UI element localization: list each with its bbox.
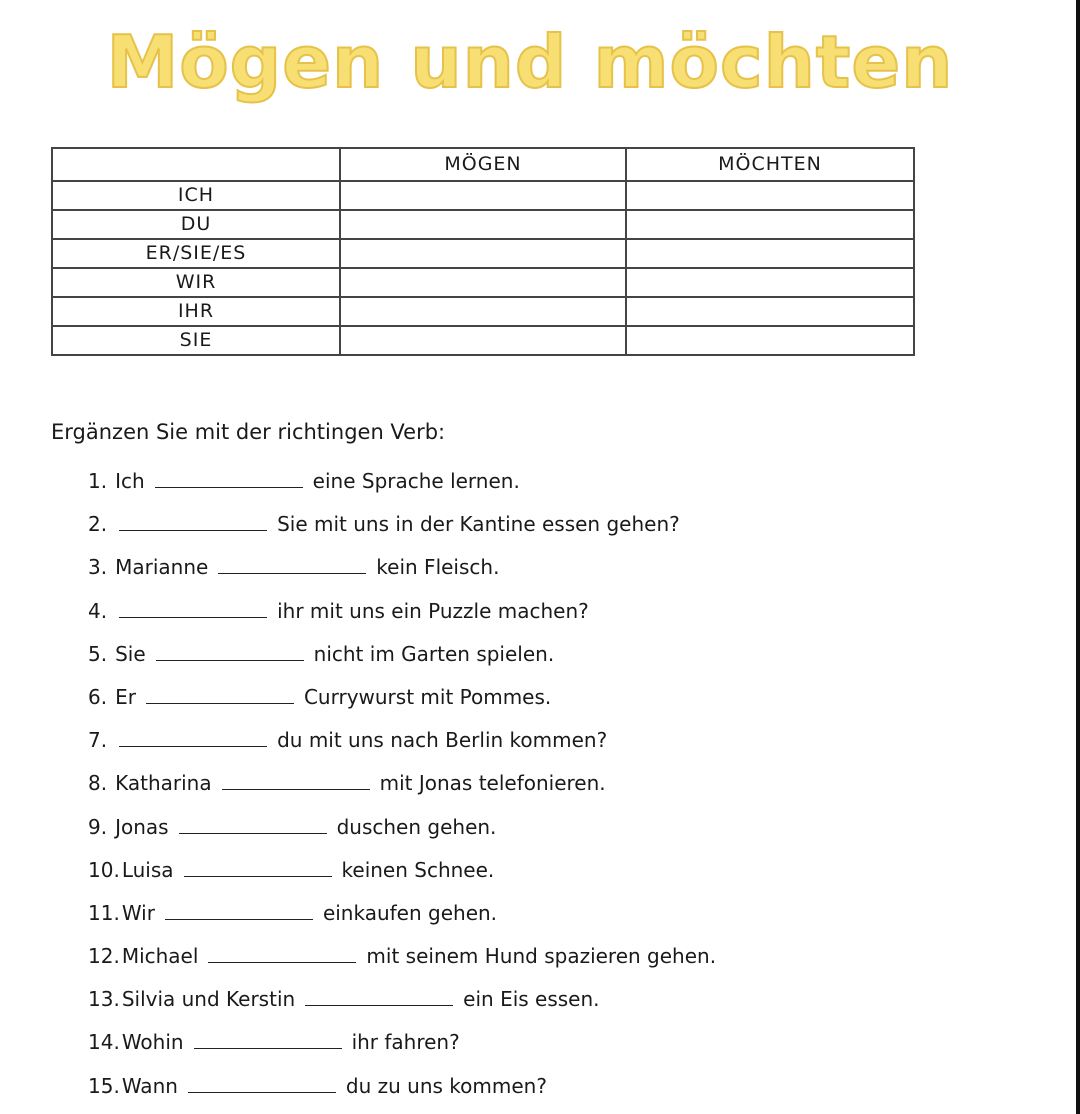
- exercise-item: [88, 682, 716, 725]
- exercise-number: 2.: [88, 512, 108, 537]
- exercise-prompt-after: mit Jonas telefonieren.: [379, 771, 606, 796]
- answer-blank[interactable]: [155, 469, 303, 488]
- exercise-prompt-before: Wohin: [121, 1030, 184, 1055]
- pronoun-cell: ICH: [52, 181, 340, 210]
- answer-blank[interactable]: [208, 944, 356, 963]
- answer-blank[interactable]: [222, 771, 370, 790]
- conjugation-table: [51, 147, 915, 356]
- moechten-answer-cell[interactable]: [626, 326, 914, 355]
- exercise-prompt-before: Wann: [121, 1073, 178, 1098]
- exercise-item: [88, 596, 716, 639]
- exercise-prompt-after: duschen gehen.: [336, 814, 497, 839]
- header-pronoun: [52, 148, 340, 181]
- exercise-prompt-before: Luisa: [121, 857, 174, 882]
- exercise-prompt-after: Currywurst mit Pommes.: [303, 684, 552, 709]
- exercise-number: 13.: [88, 987, 120, 1012]
- pronoun-cell: ER/SIE/ES: [52, 239, 340, 268]
- exercise-item: [88, 1027, 716, 1070]
- exercise-number: 8.: [88, 771, 108, 796]
- exercise-number: 4.: [88, 598, 108, 623]
- exercise-prompt-before: Sie: [115, 641, 146, 666]
- exercise-number: 7.: [88, 728, 108, 753]
- exercise-prompt-before: Marianne: [115, 555, 209, 580]
- exercise-number: 9.: [88, 814, 108, 839]
- header-moechten: MÖCHTEN: [626, 148, 914, 181]
- moechten-answer-cell[interactable]: [626, 239, 914, 268]
- moegen-answer-cell[interactable]: [340, 326, 626, 355]
- exercise-instruction: Ergänzen Sie mit der richtingen Verb:: [51, 420, 446, 444]
- pronoun-cell: IHR: [52, 297, 340, 326]
- moegen-answer-cell[interactable]: [340, 297, 626, 326]
- exercise-prompt-before: Wir: [121, 900, 155, 925]
- exercise-prompt-before: Jonas: [115, 814, 169, 839]
- exercise-prompt-before: Ich: [115, 469, 145, 493]
- exercise-number: 12.: [88, 944, 120, 969]
- header-moegen: MÖGEN: [340, 148, 626, 181]
- exercise-prompt-after: du mit uns nach Berlin kommen?: [277, 728, 608, 753]
- pronoun-cell: WIR: [52, 268, 340, 297]
- exercise-item: [88, 855, 716, 898]
- table-row: [52, 239, 914, 268]
- exercise-prompt-before: Katharina: [115, 771, 212, 796]
- exercise-number: 3.: [88, 555, 108, 580]
- answer-blank[interactable]: [165, 901, 313, 920]
- exercise-prompt-after: eine Sprache lernen.: [312, 469, 520, 493]
- exercise-number: 6.: [88, 684, 108, 709]
- answer-blank[interactable]: [188, 1074, 336, 1093]
- exercise-prompt-before: Silvia und Kerstin: [121, 987, 296, 1012]
- exercise-prompt-after: kein Fleisch.: [376, 555, 500, 580]
- exercise-number: 11.: [88, 900, 120, 925]
- exercise-prompt-after: nicht im Garten spielen.: [313, 641, 555, 666]
- moechten-answer-cell[interactable]: [626, 210, 914, 239]
- moechten-answer-cell[interactable]: [626, 181, 914, 210]
- exercise-number: 10.: [88, 857, 120, 882]
- exercise-item: [88, 768, 716, 811]
- answer-blank[interactable]: [119, 728, 267, 747]
- exercise-prompt-after: einkaufen gehen.: [322, 900, 498, 925]
- exercise-prompt-after: ihr fahren?: [351, 1030, 460, 1055]
- table-row: [52, 297, 914, 326]
- moegen-answer-cell[interactable]: [340, 268, 626, 297]
- table-row: [52, 210, 914, 239]
- exercise-prompt-before: Michael: [121, 944, 199, 969]
- exercise-list: [88, 466, 716, 1114]
- exercise-prompt-after: du zu uns kommen?: [345, 1073, 547, 1098]
- answer-blank[interactable]: [119, 599, 267, 618]
- exercise-item: [88, 466, 716, 509]
- answer-blank[interactable]: [194, 1030, 342, 1049]
- exercise-item: [88, 1071, 716, 1114]
- exercise-number: 14.: [88, 1030, 120, 1055]
- pronoun-cell: DU: [52, 210, 340, 239]
- page-edge-divider: [1076, 0, 1080, 1114]
- moegen-answer-cell[interactable]: [340, 210, 626, 239]
- answer-blank[interactable]: [218, 555, 366, 574]
- answer-blank[interactable]: [179, 815, 327, 834]
- table-row: [52, 268, 914, 297]
- answer-blank[interactable]: [305, 987, 453, 1006]
- exercise-prompt-before: Er: [115, 684, 136, 709]
- exercise-item: [88, 941, 716, 984]
- table-header-row: [52, 148, 914, 181]
- moechten-answer-cell[interactable]: [626, 297, 914, 326]
- exercise-prompt-after: Sie mit uns in der Kantine essen gehen?: [277, 512, 680, 537]
- worksheet-title: Mögen und möchten: [106, 20, 954, 104]
- pronoun-cell: SIE: [52, 326, 340, 355]
- exercise-number: 5.: [88, 641, 108, 666]
- moegen-answer-cell[interactable]: [340, 239, 626, 268]
- answer-blank[interactable]: [119, 512, 267, 531]
- moegen-answer-cell[interactable]: [340, 181, 626, 210]
- exercise-item: [88, 725, 716, 768]
- answer-blank[interactable]: [146, 685, 294, 704]
- exercise-prompt-after: keinen Schnee.: [341, 857, 495, 882]
- exercise-item: [88, 639, 716, 682]
- moechten-answer-cell[interactable]: [626, 268, 914, 297]
- exercise-prompt-after: ein Eis essen.: [463, 987, 600, 1012]
- exercise-item: [88, 898, 716, 941]
- exercise-item: [88, 812, 716, 855]
- exercise-item: [88, 552, 716, 595]
- exercise-number: 1.: [88, 469, 108, 493]
- exercise-number: 15.: [88, 1073, 120, 1098]
- exercise-prompt-after: mit seinem Hund spazieren gehen.: [366, 944, 717, 969]
- answer-blank[interactable]: [156, 642, 304, 661]
- exercise-item: [88, 984, 716, 1027]
- exercise-prompt-after: ihr mit uns ein Puzzle machen?: [277, 598, 589, 623]
- exercise-item: [88, 509, 716, 552]
- answer-blank[interactable]: [184, 858, 332, 877]
- table-row: [52, 181, 914, 210]
- table-row: [52, 326, 914, 355]
